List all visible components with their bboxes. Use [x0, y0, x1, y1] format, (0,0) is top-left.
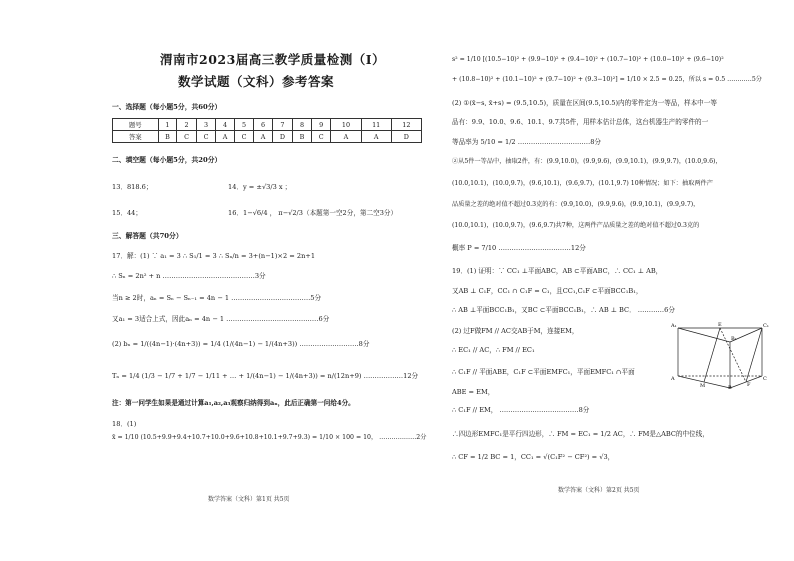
table-cell: 5: [234, 119, 253, 131]
table-cell: 10: [331, 119, 361, 131]
q19-line-7: ABE = EM，: [452, 388, 495, 396]
table-cell: A: [331, 131, 361, 143]
table-row-numbers: [113, 119, 422, 131]
table-cell: A: [254, 131, 273, 143]
table-cell: 9: [311, 119, 330, 131]
fig-label: E: [718, 322, 722, 328]
table-cell: 6: [254, 119, 273, 131]
left-footer: 数学答案（文科）第1页 共5页: [208, 496, 290, 503]
q18-part2-line-5: (10.0,10.1)，(10.0,9.7)，(9.6,10.1)，(9.6,9.7)，(10.1,9.7) 10种情况；如下：抽取两件产: [452, 180, 713, 187]
answer-table: [112, 118, 422, 143]
table-cell: A: [216, 131, 235, 143]
table-cell: 题号: [113, 119, 159, 131]
q19-line-8: ∴ C₁F // EM， ………………………………8分: [452, 406, 590, 414]
q19-line-5: ∴ EC₁ // AC，∴ FM // EC₁: [452, 346, 535, 354]
section-fill-heading: 二、填空题（每小题5分，共20分）: [112, 156, 222, 164]
section-choice-heading: 一、选择题（每小题5分，共60分）: [112, 103, 222, 111]
q19-line-10: ∴ CF = 1/2 BC = 1，CC₁ = √(C₁F² − CF²) = √3，: [452, 453, 615, 461]
table-cell: C: [234, 131, 253, 143]
table-cell: B: [158, 131, 177, 143]
variance-line-2: + (10.8−10)² + (10.1−10)² + (9.7−10)² + (9.3−10)²] = 1/10 × 2.5 = 0.25，所以 s = 0.5 …………5分: [452, 76, 762, 83]
fig-label: C₁: [763, 323, 769, 329]
table-cell: 1: [158, 119, 177, 131]
sub-title: 数学试题（文科）参考答案: [178, 74, 335, 89]
table-cell: 7: [272, 119, 292, 131]
fill-answer-15: 15．44；: [112, 209, 142, 217]
section-solution-heading: 三、解答题（共70分）: [112, 232, 183, 240]
q17-line-5: (2) bₙ = 1/((4n−1)·(4n+3)) = 1/4 (1/(4n−1) − 1/(4n+3)) ………………………8分: [112, 340, 370, 348]
table-cell: A: [361, 131, 391, 143]
q18-part2-line-4: ②从5件一等品中，抽取2件，有：(9.9,10.0)，(9.9,9.6)，(9.9,10.1)，(9.9,9.7)，(10.0,9.6)，: [452, 158, 722, 165]
right-page: [438, 0, 794, 561]
fig-label: C: [763, 376, 767, 382]
q19-line-9: ∴四边形EMFC₁是平行四边形，∴ FM = EC₁ = 1/2 AC，∴ FM是△ABC的中位线，: [452, 430, 709, 438]
fill-answer-13: 13．818.6；: [112, 183, 153, 191]
table-cell: D: [272, 131, 292, 143]
table-cell: 8: [293, 119, 312, 131]
q19-line-1: 19．(1) 证明：∵ CC₁ ⊥平面ABC，AB ⊂平面ABC，∴ CC₁ ⊥ AB，: [452, 267, 663, 275]
table-row-answers: [113, 131, 422, 143]
fig-label: A₁: [671, 323, 677, 329]
q18-line-2: x̄ = 1/10 (10.5+9.9+9.4+10.7+10.0+9.6+10.8+10.1+9.7+9.3) = 1/10 × 100 = 10， ………………2分: [112, 434, 427, 441]
table-cell: 12: [391, 119, 421, 131]
table-cell: 4: [216, 119, 235, 131]
table-cell: 3: [196, 119, 215, 131]
fig-label: A: [671, 376, 675, 382]
q17-line-1: 17．解：(1) ∵ a₁ = 3 ∴ S₁/1 = 3 ∴ Sₙ/n = 3+(n−1)×2 = 2n+1: [112, 252, 316, 260]
right-footer: 数学答案（文科）第2页 共5页: [558, 487, 640, 494]
q18-part2-line-8: 概率 P = 7/10 ……………………………12分: [452, 244, 586, 252]
fig-label: M: [700, 383, 706, 389]
fill-answer-16: 16．1−√6/4 ， π−√2/3（本题第一空2分，第二空3分）: [228, 209, 398, 217]
variance-line-1: s² = 1/10 [(10.5−10)² + (9.9−10)² + (9.4−10)² + (10.7−10)² + (10.0−10)² + (9.6−10)²: [452, 56, 724, 63]
fig-label: B: [728, 385, 732, 390]
table-cell: C: [196, 131, 215, 143]
table-cell: D: [391, 131, 421, 143]
q17-line-2: ∴ Sₙ = 2n² + n ……………………………………3分: [112, 272, 266, 280]
q19-line-4: (2) 过F做FM // AC交AB于M，连接EM，: [452, 327, 579, 335]
q18-part2-line-2: 品有：9.9、10.0、9.6、10.1、9.7共5件，用样本估计总体，这台机器生产的零件的一: [452, 118, 709, 126]
q17-line-3: 当n ≥ 2时，aₙ = Sₙ − Sₙ₋₁ = 4n − 1 ………………………………5分: [112, 294, 322, 302]
table-cell: 2: [177, 119, 196, 131]
q18-line-1: 18．(1): [112, 420, 137, 428]
q18-part2-line-3: 等品率为 5/10 = 1/2 ……………………………8分: [452, 138, 602, 146]
table-cell: C: [177, 131, 196, 143]
q19-line-6: ∴ C₁F // 平面ABE，C₁F ⊂平面EMFC₁，平面EMFC₁ ∩平面: [452, 368, 635, 376]
fig-label: B₁: [731, 336, 737, 342]
q19-line-2: 又AB ⊥ C₁F，CC₁ ∩ C₁F = C₁，且CC₁,C₁F ⊂平面BCC₁B₁，: [452, 287, 643, 295]
q19-line-3: ∴ AB ⊥平面BCC₁B₁，又BC ⊂平面BCC₁B₁，∴ AB ⊥ BC． …………6分: [452, 306, 675, 314]
q17-line-6: Tₙ = 1/4 (1/3 − 1/7 + 1/7 − 1/11 + … + 1/(4n−1) − 1/(4n+3)) = n/(12n+9) ………………12分: [112, 372, 419, 380]
table-cell: B: [293, 131, 312, 143]
prism-figure: [670, 318, 770, 390]
main-title: 渭南市2023届高三教学质量检测（Ⅰ）: [160, 52, 386, 67]
fill-answer-14: 14．y = ±√3/3 x ；: [228, 183, 292, 191]
table-cell: C: [311, 131, 330, 143]
q17-line-4: 又a₁ = 3适合上式，因此aₙ = 4n − 1 ……………………………………6分: [112, 315, 330, 323]
table-cell: 答案: [113, 131, 159, 143]
table-cell: 11: [361, 119, 391, 131]
q18-part2-line-6: 品质量之差的绝对值不超过0.3克的有：(9.9,10.0)，(9.9,9.6)，(9.9,10.1)，(9.9,9.7)，: [452, 201, 700, 208]
fig-label: F: [747, 382, 751, 388]
q18-part2-line-1: (2) ①(x̄−s, x̄+s) = (9.5,10.5)，质量在区间(9.5,10.5)内的零件定为一等品，样本中一等: [452, 99, 717, 107]
q17-note: 注：第一问学生如果是通过计算a₁,a₂,a₃观察归纳得到aₙ，此后正确第一问给4分。: [112, 399, 355, 407]
q18-part2-line-7: (10.0,10.1)，(10.0,9.7)，(9.6,9.7)共7种，这两件产品质量之差的绝对值不超过0.3克的: [452, 222, 700, 229]
